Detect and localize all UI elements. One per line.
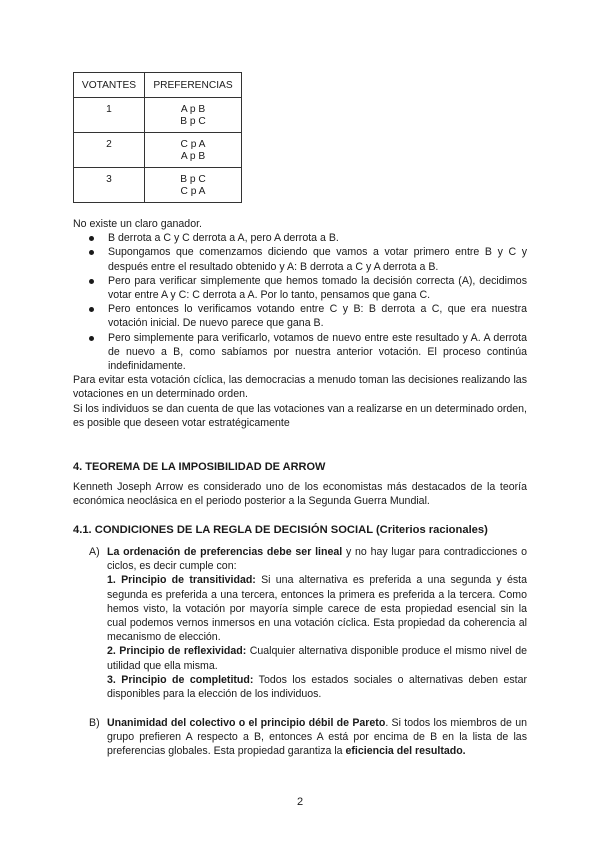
column-header-preferencias: PREFERENCIAS <box>145 73 242 98</box>
voter-cell: 1 <box>74 98 145 133</box>
bullet-icon <box>89 236 94 241</box>
voter-cell: 2 <box>74 133 145 168</box>
principle-text: Cualquier alternativa disponible produce el mismo nivel de utilidad que ella misma. <box>107 645 527 672</box>
preferences-cell <box>145 98 242 133</box>
bullet-icon <box>89 307 94 312</box>
preference: C p A <box>180 139 206 150</box>
principle-text: Todos los estados sociales o alternativas deben estar disponibles para la elección de los individuos. <box>107 673 527 701</box>
condition-b <box>89 716 527 759</box>
bullet-text: B derrota a C y C derrota a A, pero A derrota a B. <box>108 232 339 245</box>
principle-title: 1. Principio de transitividad: <box>107 574 256 587</box>
item-text: y no hay lugar para contradicciones o ciclos, es decir cumple con: <box>107 546 527 573</box>
bullet-text: Pero para verificar simplemente que hemos tomado la decisión correcta (A), decidimos votar entre A y C: C derrota a A. Por lo tanto, pensamos que gana C. <box>108 274 527 302</box>
principle <box>107 573 527 644</box>
item-bold: Unanimidad del colectivo o el principio débil de Pareto <box>107 717 386 729</box>
principle <box>107 673 527 701</box>
section-4-text: Kenneth Joseph Arrow es considerado uno de los economistas más destacados de la teoría económica neoclásica en el periodo posterior a la Segunda Guerra Mundial. <box>73 481 527 508</box>
preferences-cell <box>145 168 242 203</box>
item-paragraph <box>107 716 527 759</box>
principle-title: 2. Principio de reflexividad: <box>107 645 247 658</box>
bullet-text: Supongamos que comenzamos diciendo que vamos a votar primero entre B y C y después entre el resultado obtenido y A: B derrota a C y A derrota a B. <box>108 246 527 273</box>
bullet-list <box>73 231 527 373</box>
list-item <box>73 274 527 302</box>
table-row <box>74 168 242 203</box>
item-label: B) <box>89 717 100 729</box>
paragraph: Para evitar esta votación cíclica, las democracias a menudo toman las decisiones realizando las votaciones en un determinado orden. <box>73 374 527 401</box>
heading-paren: (Criterios racionales) <box>375 524 488 536</box>
page-number: 2 <box>296 796 304 808</box>
item-bold-end: eficiencia del resultado. <box>345 745 466 758</box>
column-header-votantes: VOTANTES <box>74 73 145 98</box>
cyclic-voting-section <box>73 217 527 430</box>
preference: C p A <box>180 186 206 197</box>
item-bold: La ordenación de preferencias debe ser lineal <box>107 546 343 558</box>
list-item <box>73 302 527 330</box>
list-item <box>73 331 527 374</box>
item-content <box>107 716 527 759</box>
principle-text: Si una alternativa es preferida a una segunda y ésta segunda es preferida a una tercera, entonces la primera es preferida a la tercera. Como hemos visto, la votación por mayoría simple carece de esta propiedad esencial sin la cual podemos vernos inmersos en una votación cíclica. Esta propiedad da coherencia al mecanismo de elección. <box>107 574 527 644</box>
list-item <box>73 245 527 273</box>
table-header-row <box>74 73 242 98</box>
item-content <box>107 545 527 701</box>
preferences-cell <box>145 133 242 168</box>
heading-main: 4.1. CONDICIONES DE LA REGLA DE DECISIÓN SOCIAL <box>73 524 373 536</box>
principle-title: 3. Principio de completitud: <box>107 673 254 686</box>
section-heading-4: 4. TEOREMA DE LA IMPOSIBILIDAD DE ARROW <box>73 461 326 473</box>
bullet-text: Pero simplemente para verificarlo, votamos de nuevo entre este resultado y A. A derrota de nuevo a B, como sabíamos por nuestra anterior votación. El proceso continúa indefinidamente. <box>108 331 527 373</box>
preference: B p C <box>180 174 206 185</box>
bullet-icon <box>89 336 94 341</box>
preference: A p B <box>180 104 206 115</box>
table-row <box>74 98 242 133</box>
bullet-icon <box>89 279 94 284</box>
list-item <box>73 231 527 245</box>
voting-preferences-table <box>73 72 242 203</box>
voter-cell: 3 <box>74 168 145 203</box>
condition-a <box>89 545 527 701</box>
item-text: . Si todos los miembros de un grupo prefieren A respecto a B, entonces A está por encima de B en la lista de las preferencias globales. Esta propiedad garantiza la <box>107 717 527 758</box>
item-label: A) <box>89 546 100 558</box>
intro-text: No existe un claro ganador. <box>73 218 202 230</box>
bullet-text: Pero entonces lo verificamos votando entre C y B: B derrota a C, que era nuestra votación inicial. De nuevo parece que gana B. <box>108 303 527 330</box>
preference: B p C <box>180 116 206 127</box>
table-row <box>74 133 242 168</box>
bullet-icon <box>89 250 94 255</box>
preference: A p B <box>180 151 206 162</box>
section-heading-4-1 <box>73 524 488 536</box>
paragraph: Si los individuos se dan cuenta de que las votaciones van a realizarse en un determinado orden, es posible que deseen votar estratégicamente <box>73 402 527 429</box>
principle <box>107 644 527 672</box>
item-intro <box>107 545 527 573</box>
